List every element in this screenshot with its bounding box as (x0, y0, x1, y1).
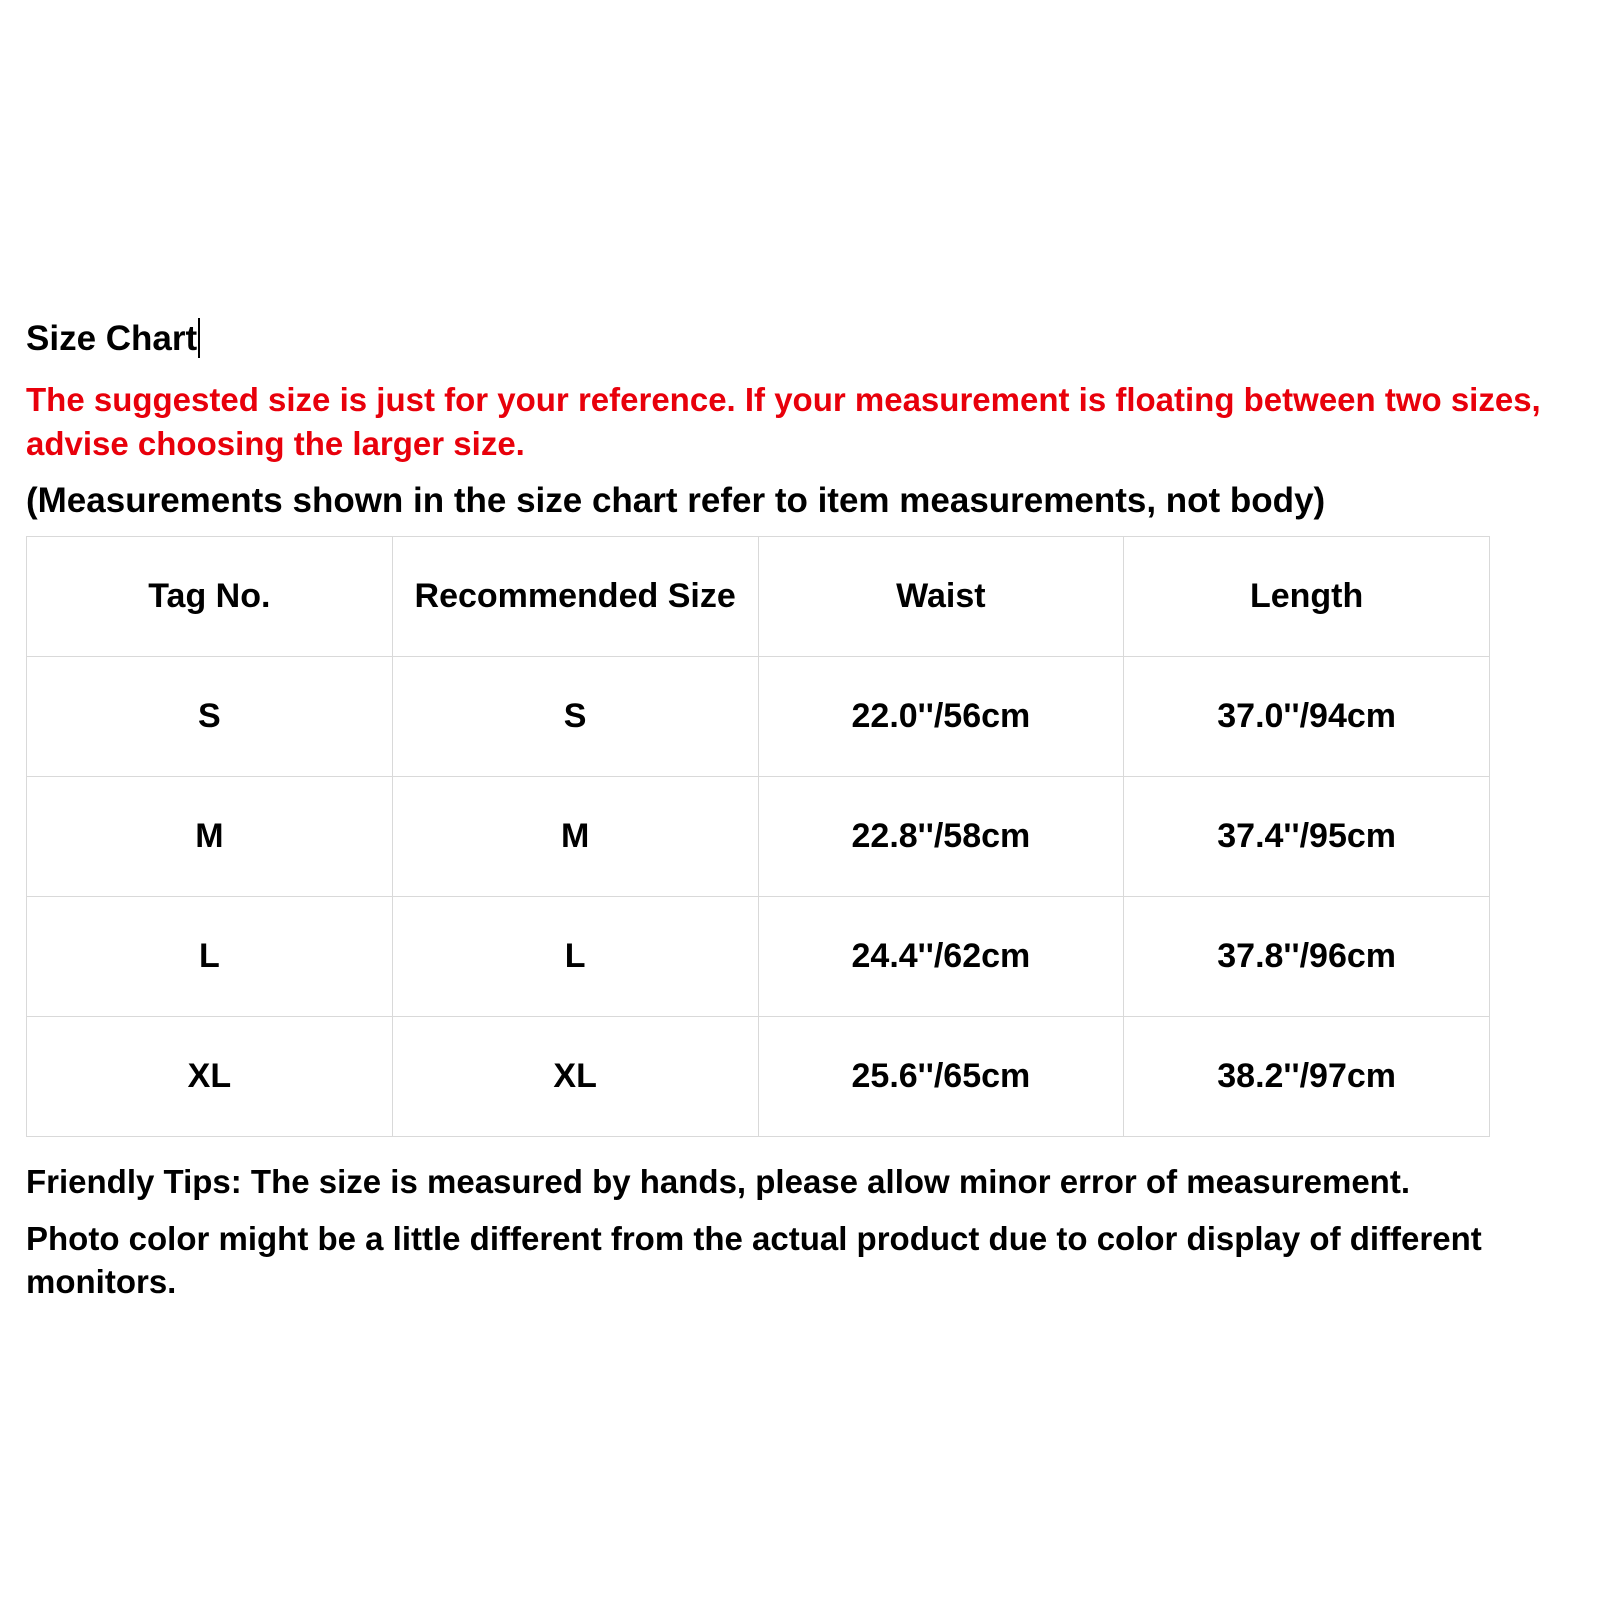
table-row (27, 897, 1490, 1017)
table-row (27, 657, 1490, 777)
cell-length: 37.4''/95cm (1124, 777, 1490, 897)
friendly-tips (26, 1160, 1586, 1303)
size-table (26, 536, 1490, 1137)
table-row (27, 1017, 1490, 1137)
cell-length: 37.8''/96cm (1124, 897, 1490, 1017)
cell-tag-no: L (27, 897, 393, 1017)
size-notice: The suggested size is just for your reference. If your measurement is floating between two sizes, advise choosing the larger size. (26, 381, 1541, 462)
table-row (27, 777, 1490, 897)
cell-tag-no: XL (27, 1017, 393, 1137)
text-cursor (198, 318, 200, 358)
header-tag-no: Tag No. (27, 537, 393, 657)
cell-tag-no: M (27, 777, 393, 897)
cell-waist: 25.6''/65cm (758, 1017, 1124, 1137)
cell-tag-no: S (27, 657, 393, 777)
tip-photo-color: Photo color might be a little different from the actual product due to color display of different monitors. (26, 1220, 1482, 1300)
table-header-row (27, 537, 1490, 657)
header-length: Length (1124, 537, 1490, 657)
tip-measurement: Friendly Tips: The size is measured by hands, please allow minor error of measurement. (26, 1163, 1410, 1200)
cell-recommended-size: L (392, 897, 758, 1017)
measurement-note: (Measurements shown in the size chart refer to item measurements, not body) (26, 481, 1326, 520)
cell-waist: 22.0''/56cm (758, 657, 1124, 777)
header-recommended-size: Recommended Size (392, 537, 758, 657)
cell-recommended-size: XL (392, 1017, 758, 1137)
header-waist: Waist (758, 537, 1124, 657)
cell-length: 37.0''/94cm (1124, 657, 1490, 777)
cell-recommended-size: M (392, 777, 758, 897)
title-text: Size Chart (26, 319, 198, 358)
cell-length: 38.2''/97cm (1124, 1017, 1490, 1137)
size-chart-title (26, 318, 200, 359)
cell-waist: 24.4''/62cm (758, 897, 1124, 1017)
cell-waist: 22.8''/58cm (758, 777, 1124, 897)
cell-recommended-size: S (392, 657, 758, 777)
